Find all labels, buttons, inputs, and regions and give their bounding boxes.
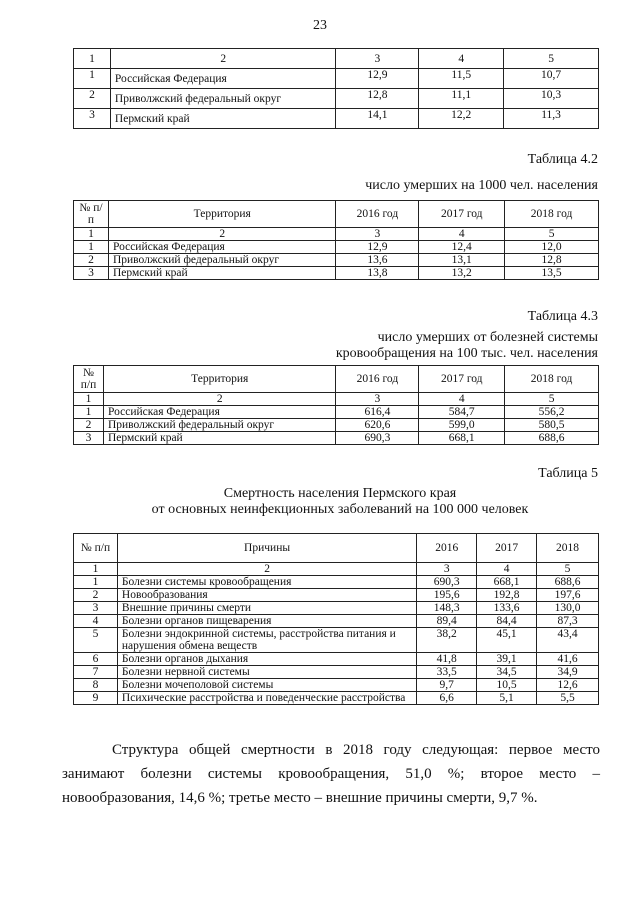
table-4-3-caption-line2: кровообращения на 100 тыс. чел. населения	[335, 346, 598, 361]
column-number: 3	[417, 563, 477, 576]
table-row	[74, 628, 599, 653]
column-number: 5	[505, 228, 599, 241]
row-value: 12,0	[505, 241, 599, 254]
column-header: 2018 год	[505, 201, 599, 228]
row-value: 4	[74, 615, 118, 628]
row-value: 9,7	[417, 679, 477, 692]
row-value: 556,2	[505, 406, 599, 419]
row-value: 690,3	[336, 432, 419, 445]
row-value: 620,6	[336, 419, 419, 432]
row-value: 690,3	[417, 576, 477, 589]
row-value: 12,9	[336, 69, 419, 89]
table-row	[74, 653, 599, 666]
row-value: 33,5	[417, 666, 477, 679]
row-value: 10,7	[504, 69, 599, 89]
row-value: 1	[74, 69, 111, 89]
column-header: 2017 год	[419, 366, 505, 393]
column-header: Территория	[108, 201, 336, 228]
table-header-row	[74, 366, 599, 393]
table-5-title-line2: от основных неинфекционных заболеваний на 100 000 человек	[151, 502, 529, 517]
row-value: 12,8	[505, 254, 599, 267]
table-continued	[73, 48, 599, 129]
table-row	[74, 419, 599, 432]
table-4-3-caption-line1: число умерших от болезней системы	[377, 330, 598, 345]
table-5	[73, 533, 599, 705]
row-value: 12,9	[336, 241, 419, 254]
row-value: 89,4	[417, 615, 477, 628]
table-header-row	[74, 201, 599, 228]
row-label: Пермский край	[103, 432, 336, 445]
table-4-3-caption	[336, 330, 598, 362]
column-header: 2017	[477, 534, 537, 563]
row-value: 11,3	[504, 109, 599, 129]
column-header: 2018 год	[505, 366, 599, 393]
column-header: Причины	[117, 534, 416, 563]
row-value: 3	[74, 267, 109, 280]
row-label: Пермский край	[110, 109, 336, 129]
row-label: Болезни органов дыхания	[117, 653, 416, 666]
table-numbering-row	[74, 563, 599, 576]
row-value: 41,6	[537, 653, 599, 666]
row-value: 688,6	[505, 432, 599, 445]
row-label: Российская Федерация	[103, 406, 336, 419]
row-value: 39,1	[477, 653, 537, 666]
row-value: 13,6	[336, 254, 419, 267]
row-value: 5	[74, 628, 118, 653]
table-row	[74, 267, 599, 280]
column-number: 1	[74, 563, 118, 576]
column-number: 4	[477, 563, 537, 576]
column-header: № п/п	[74, 534, 118, 563]
page-number: 23	[313, 18, 327, 33]
table-row	[74, 692, 599, 705]
row-value: 668,1	[419, 432, 505, 445]
summary-paragraph: Структура общей смертности в 2018 году следующая: первое место занимают болезни системы кровообращения, 51,0 %; второе место – новообразования, 14,6 %; третье место – внешние причины смерти, 9,7 %.	[62, 742, 600, 806]
row-label: Приволжский федеральный округ	[103, 419, 336, 432]
table-5-title	[0, 486, 640, 518]
table-4-3-label: Таблица 4.3	[527, 309, 598, 324]
row-value: 12,4	[419, 241, 505, 254]
table-numbering-row	[74, 228, 599, 241]
row-value: 12,8	[336, 89, 419, 109]
column-number: 5	[504, 49, 599, 69]
row-label: Болезни эндокринной системы, расстройства питания и нарушения обмена веществ	[117, 628, 416, 653]
row-value: 9	[74, 692, 118, 705]
row-label: Приволжский федеральный округ	[110, 89, 336, 109]
row-value: 8	[74, 679, 118, 692]
table-4-2	[73, 200, 599, 280]
row-value: 616,4	[336, 406, 419, 419]
table-row	[74, 576, 599, 589]
row-value: 195,6	[417, 589, 477, 602]
table-header-row	[74, 534, 599, 563]
row-value: 7	[74, 666, 118, 679]
row-value: 38,2	[417, 628, 477, 653]
row-label: Болезни нервной системы	[117, 666, 416, 679]
row-value: 2	[74, 589, 118, 602]
row-value: 10,3	[504, 89, 599, 109]
column-number: 1	[74, 393, 104, 406]
row-value: 13,8	[336, 267, 419, 280]
column-number: 2	[117, 563, 416, 576]
row-value: 148,3	[417, 602, 477, 615]
column-header: Территория	[103, 366, 336, 393]
row-label: Пермский край	[108, 267, 336, 280]
row-label: Новообразования	[117, 589, 416, 602]
row-label: Приволжский федеральный округ	[108, 254, 336, 267]
row-label: Болезни мочеполовой системы	[117, 679, 416, 692]
row-value: 6,6	[417, 692, 477, 705]
table-row	[74, 615, 599, 628]
table-row	[74, 254, 599, 267]
row-label: Внешние причины смерти	[117, 602, 416, 615]
row-value: 197,6	[537, 589, 599, 602]
row-value: 12,6	[537, 679, 599, 692]
row-value: 41,8	[417, 653, 477, 666]
column-number: 5	[537, 563, 599, 576]
column-number: 2	[110, 49, 336, 69]
row-value: 13,1	[419, 254, 505, 267]
row-value: 13,5	[505, 267, 599, 280]
table-row	[74, 602, 599, 615]
row-value: 3	[74, 109, 111, 129]
row-label: Российская Федерация	[108, 241, 336, 254]
row-label: Российская Федерация	[110, 69, 336, 89]
row-value: 12,2	[419, 109, 504, 129]
row-value: 6	[74, 653, 118, 666]
table-row	[74, 69, 599, 89]
row-value: 688,6	[537, 576, 599, 589]
column-number: 1	[74, 49, 111, 69]
table-row	[74, 589, 599, 602]
row-value: 1	[74, 576, 118, 589]
table-row	[74, 679, 599, 692]
row-label: Болезни системы кровообращения	[117, 576, 416, 589]
column-number: 3	[336, 393, 419, 406]
column-header: 2016 год	[336, 366, 419, 393]
column-header: 2018	[537, 534, 599, 563]
row-label: Психические расстройства и поведенческие расстройства	[117, 692, 416, 705]
row-value: 130,0	[537, 602, 599, 615]
table-4-3	[73, 365, 599, 445]
column-number: 4	[419, 49, 504, 69]
table-row	[74, 666, 599, 679]
column-number: 2	[103, 393, 336, 406]
row-label: Болезни органов пищеварения	[117, 615, 416, 628]
column-header: № п/п	[74, 201, 109, 228]
row-value: 34,5	[477, 666, 537, 679]
row-value: 11,5	[419, 69, 504, 89]
row-value: 84,4	[477, 615, 537, 628]
row-value: 43,4	[537, 628, 599, 653]
column-number: 4	[419, 393, 505, 406]
row-value: 1	[74, 241, 109, 254]
row-value: 87,3	[537, 615, 599, 628]
row-value: 2	[74, 419, 104, 432]
row-value: 580,5	[505, 419, 599, 432]
row-value: 3	[74, 602, 118, 615]
row-value: 668,1	[477, 576, 537, 589]
column-number: 4	[419, 228, 505, 241]
row-value: 14,1	[336, 109, 419, 129]
column-number: 3	[336, 228, 419, 241]
row-value: 133,6	[477, 602, 537, 615]
row-value: 192,8	[477, 589, 537, 602]
row-value: 45,1	[477, 628, 537, 653]
row-value: 5,5	[537, 692, 599, 705]
table-row	[74, 109, 599, 129]
row-value: 584,7	[419, 406, 505, 419]
row-value: 34,9	[537, 666, 599, 679]
column-number: 3	[336, 49, 419, 69]
row-value: 10,5	[477, 679, 537, 692]
row-value: 13,2	[419, 267, 505, 280]
column-header: 2016 год	[336, 201, 419, 228]
table-4-2-label: Таблица 4.2	[527, 152, 598, 167]
column-header: 2016	[417, 534, 477, 563]
row-value: 599,0	[419, 419, 505, 432]
table-4-2-caption: число умерших на 1000 чел. населения	[365, 178, 598, 193]
table-5-label: Таблица 5	[538, 466, 598, 481]
table-numbering-row	[74, 49, 599, 69]
row-value: 5,1	[477, 692, 537, 705]
column-number: 2	[108, 228, 336, 241]
column-number: 1	[74, 228, 109, 241]
column-number: 5	[505, 393, 599, 406]
column-header: № п/п	[74, 366, 104, 393]
table-row	[74, 432, 599, 445]
row-value: 2	[74, 89, 111, 109]
row-value: 3	[74, 432, 104, 445]
row-value: 11,1	[419, 89, 504, 109]
column-header: 2017 год	[419, 201, 505, 228]
table-row	[74, 241, 599, 254]
table-numbering-row	[74, 393, 599, 406]
row-value: 1	[74, 406, 104, 419]
table-row	[74, 89, 599, 109]
row-value: 2	[74, 254, 109, 267]
table-5-title-line1: Смертность населения Пермского края	[223, 486, 457, 501]
table-row	[74, 406, 599, 419]
